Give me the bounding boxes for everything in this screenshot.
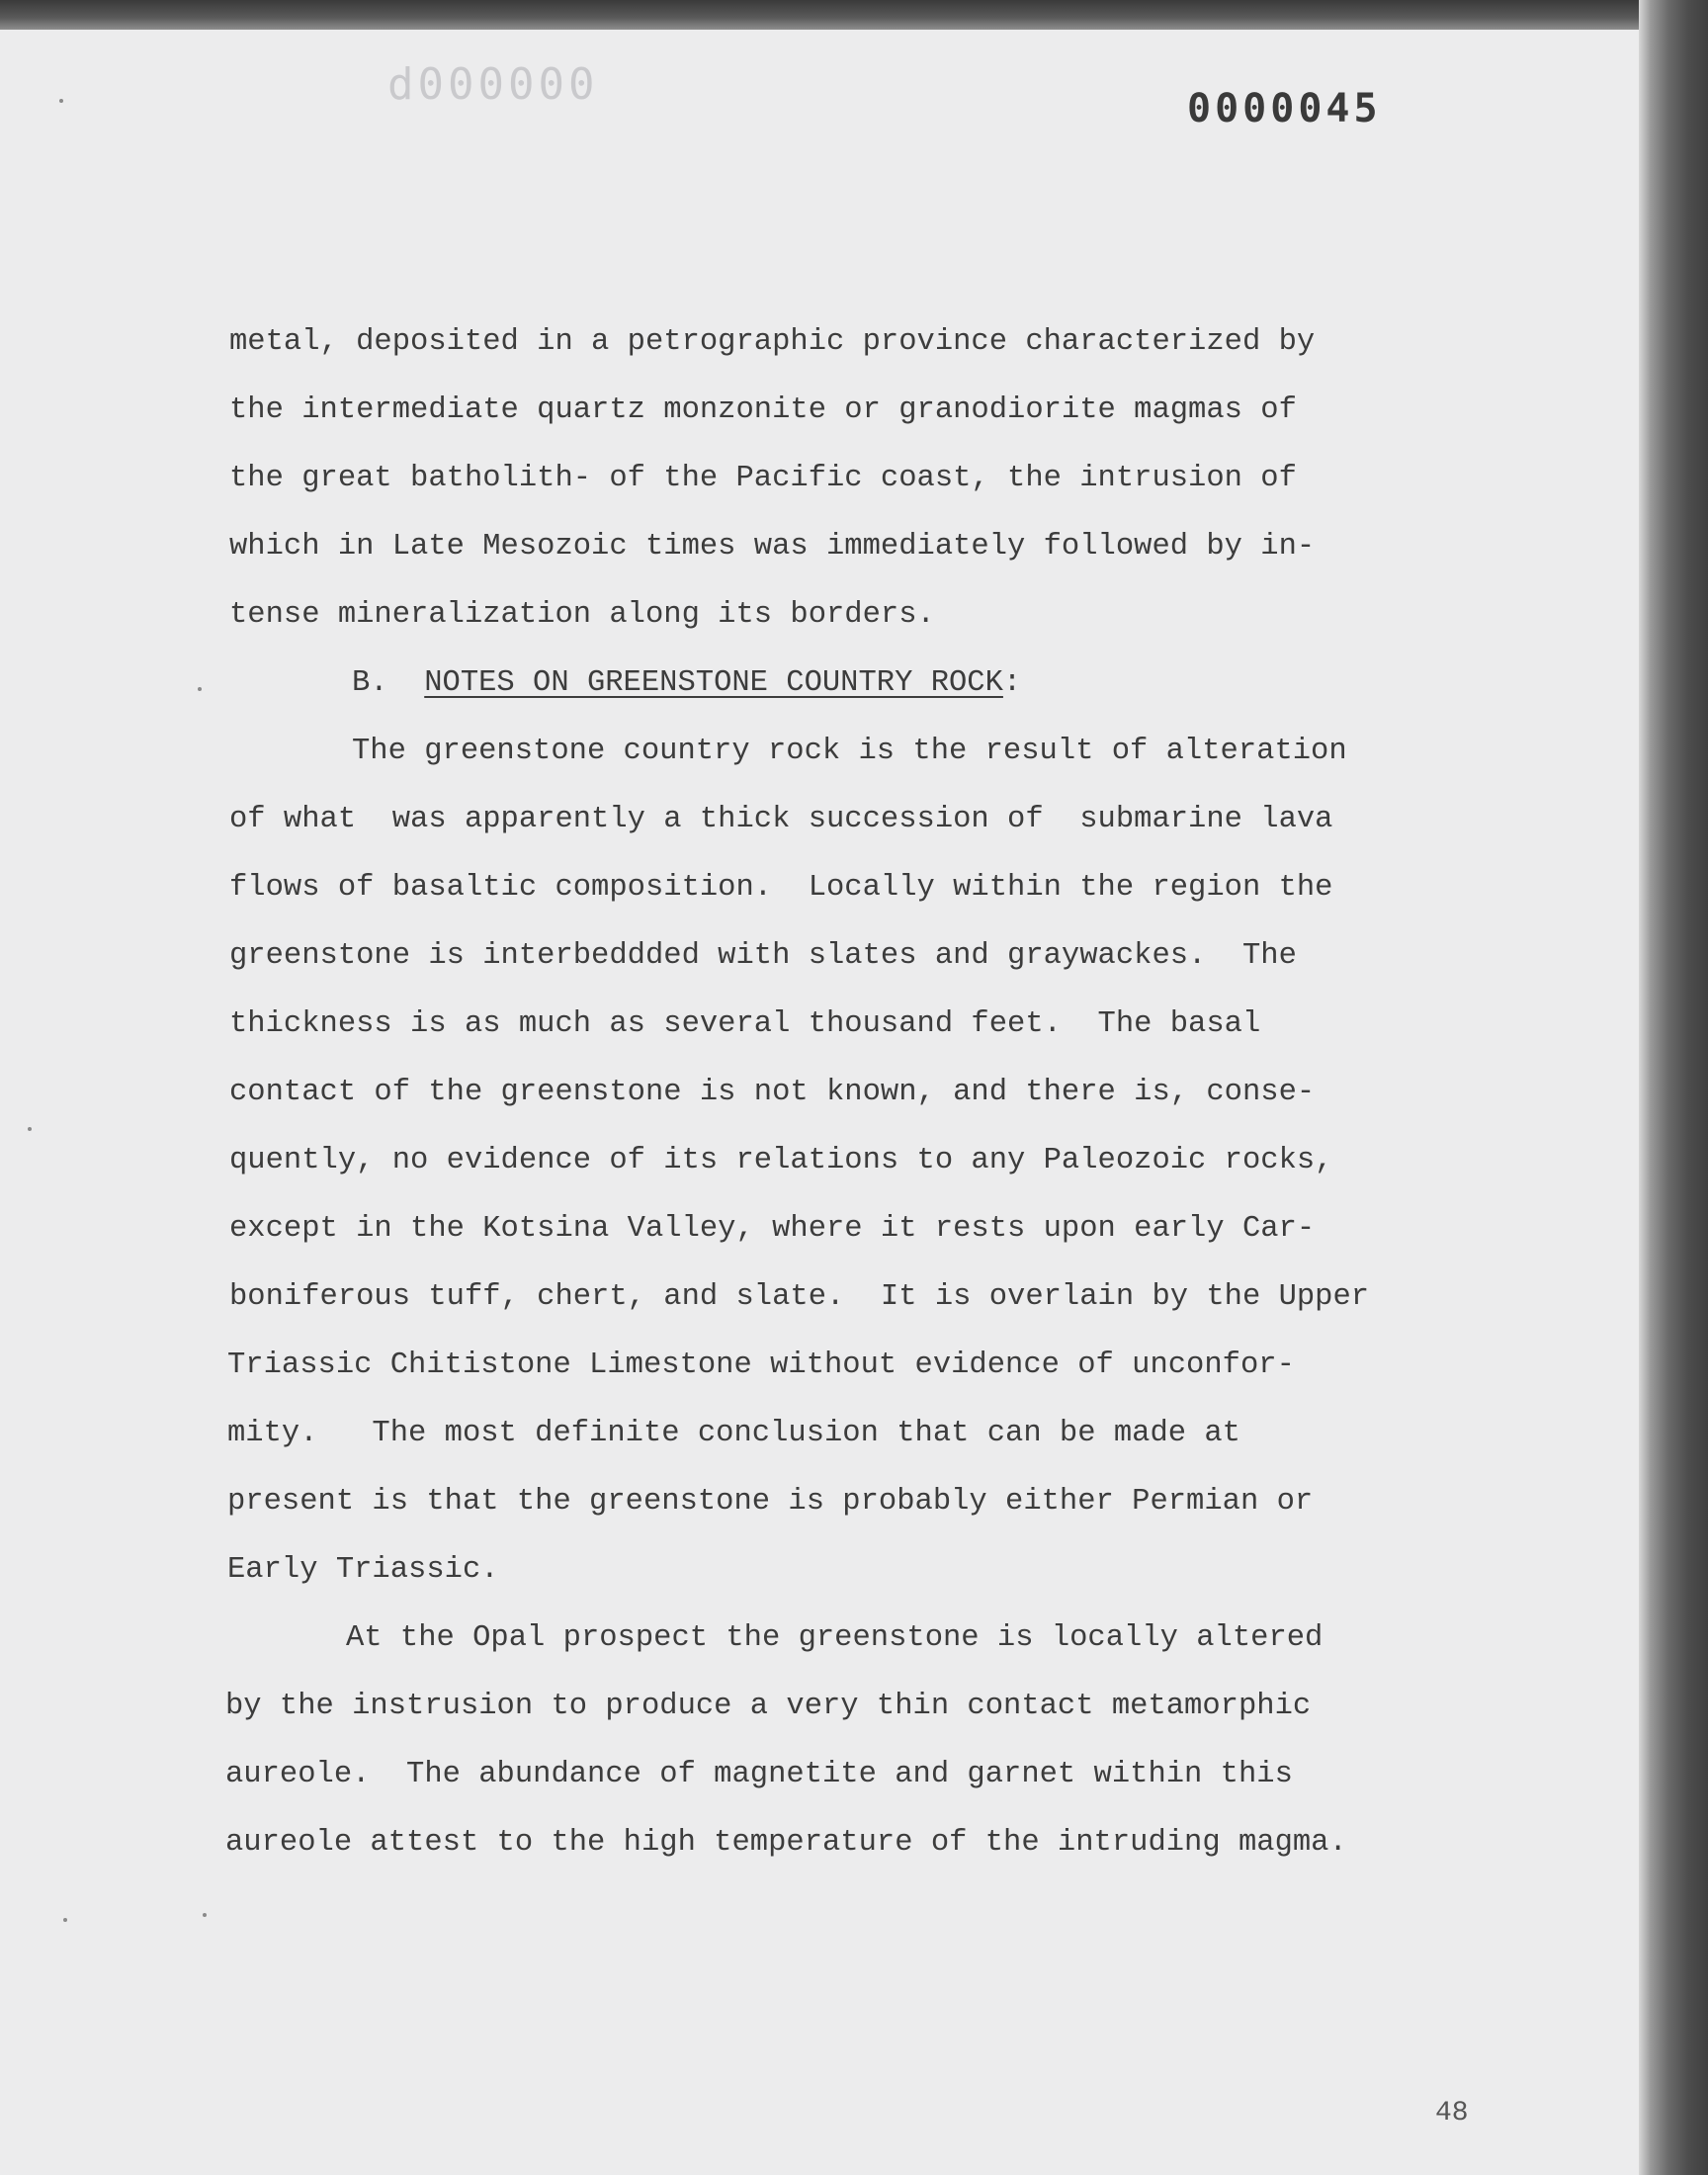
text-line: The greenstone country rock is the result of alteration [352,735,1347,768]
scan-border-right [1639,0,1708,2175]
text-line: mity. The most definite conclusion that can be made at [227,1417,1240,1450]
text-line: tense mineralization along its borders. [229,598,935,632]
text-line: which in Late Mesozoic times was immediately followed by in- [229,530,1316,564]
text-line: the intermediate quartz monzonite or granodiorite magmas of [229,393,1297,427]
section-colon: : [1002,666,1022,700]
text-line: except in the Kotsina Valley, where it rests upon early Car- [229,1212,1316,1246]
scan-speck [63,1918,67,1922]
text-line: by the instrusion to produce a very thin contact metamorphic [225,1690,1312,1723]
text-line: present is that the greenstone is probably either Permian or [227,1485,1314,1519]
text-line: Early Triassic. [227,1553,499,1587]
scan-speck [59,99,63,103]
text-line: flows of basaltic composition. Locally within the region the [229,871,1333,905]
text-line: contact of the greenstone is not known, and there is, conse- [229,1076,1316,1109]
scan-speck [198,687,202,691]
document-number-stamp: 0000045 [1187,86,1382,131]
scan-speck [203,1913,207,1917]
text-line: boniferous tuff, chert, and slate. It is overlain by the Upper [229,1280,1370,1314]
text-line: thickness is as much as several thousand feet. The basal [229,1007,1261,1041]
section-title: NOTES ON GREENSTONE COUNTRY ROCK [424,666,1003,700]
page-number: 48 [1435,2098,1469,2129]
text-line: aureole attest to the high temperature of the intruding magma. [225,1826,1347,1860]
faint-stamp-number: d000000 [387,59,599,110]
text-line: At the Opal prospect the greenstone is locally altered [346,1621,1324,1655]
text-line: metal, deposited in a petrographic province characterized by [229,325,1316,359]
text-line: greenstone is interbeddded with slates and graywackes. The [229,939,1297,973]
text-line: of what was apparently a thick succession of submarine lava [229,803,1333,836]
text-line: quently, no evidence of its relations to any Paleozoic rocks, [229,1144,1333,1177]
section-heading [352,668,1021,699]
section-letter: B. [352,666,388,700]
scan-border-top [0,0,1708,30]
text-line: the great batholith- of the Pacific coast, the intrusion of [229,462,1297,495]
text-line: aureole. The abundance of magnetite and garnet within this [225,1758,1293,1791]
scan-speck [28,1127,32,1131]
text-line: Triassic Chitistone Limestone without evidence of unconfor- [227,1348,1295,1382]
